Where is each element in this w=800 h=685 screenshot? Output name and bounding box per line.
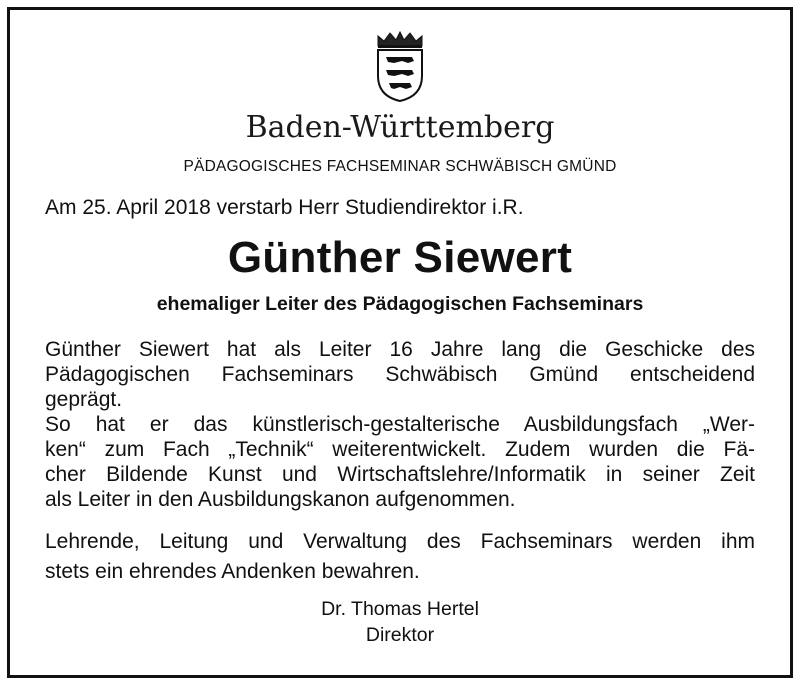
- signature-block: [0, 596, 800, 648]
- signatory-name: Dr. Thomas Hertel: [321, 598, 479, 620]
- signatory-title: Direktor: [365, 624, 435, 646]
- biography-paragraph: [45, 337, 755, 512]
- text-line: ken“ zum Fach „Technik“ weiterentwickelt. Zudem wurden die Fä-: [45, 438, 755, 461]
- deceased-name: Günther Siewert: [227, 233, 573, 282]
- text-line: Pädagogischen Fachseminars Schwäbisch Gmünd entscheidend: [45, 363, 755, 386]
- text-line: Günther Siewert hat als Leiter 16 Jahre lang die Geschicke des: [45, 338, 755, 361]
- text-line: Lehrende, Leitung und Verwaltung des Fachseminars werden ihm: [45, 530, 755, 553]
- text-line: geprägt.: [45, 388, 123, 411]
- deceased-role: ehemaliger Leiter des Pädagogischen Fachseminars: [156, 293, 644, 315]
- seminar-name: PÄDAGOGISCHES FACHSEMINAR SCHWÄBISCH GMÜND: [183, 158, 617, 175]
- coat-of-arms-icon: [372, 30, 428, 102]
- text-line: So hat er das künstlerisch-gestalterische Ausbildungsfach „Wer-: [45, 413, 755, 436]
- text-line: stets ein ehrendes Andenken bewahren.: [45, 560, 420, 583]
- text-line: cher Bildende Kunst und Wirtschaftslehre/Informatik in seiner Zeit: [45, 463, 755, 486]
- state-name: Baden-Württemberg: [245, 110, 555, 145]
- remembrance-paragraph: [45, 527, 755, 587]
- text-line: als Leiter in den Ausbildungskanon aufgenommen.: [45, 488, 516, 511]
- intro-line: Am 25. April 2018 verstarb Herr Studiendirektor i.R.: [45, 196, 524, 219]
